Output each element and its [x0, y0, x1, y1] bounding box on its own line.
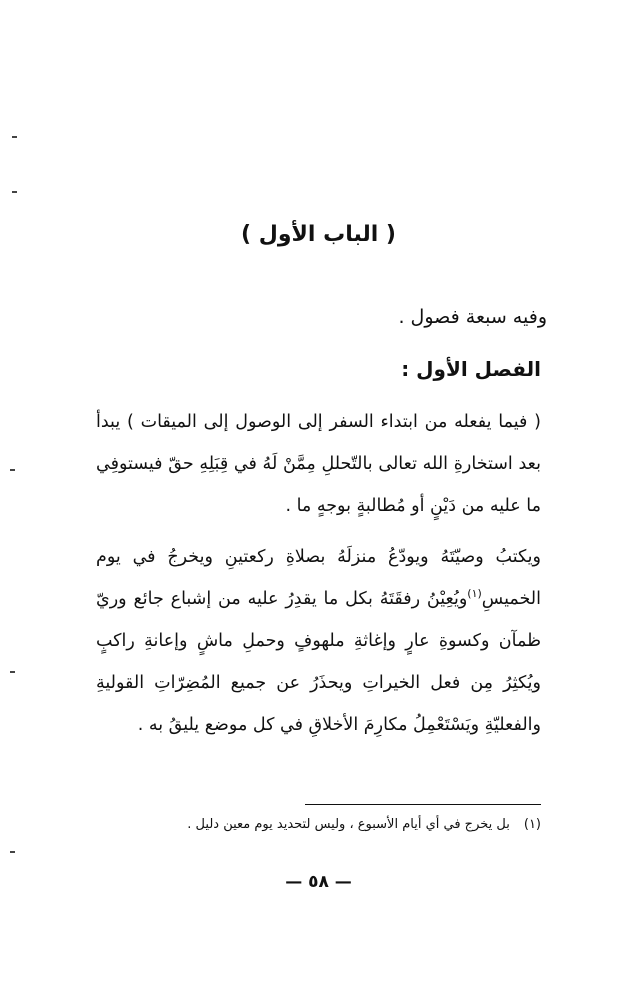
footnote [187, 817, 541, 832]
paragraph-2-start: ويكتبُ وصيّتَهُ ويودّعُ منزلَهُ بصلاةِ ركعتينِ ويخرجُ في يوم الخميسِ [96, 547, 541, 609]
page-number: — ٥٨ — [285, 872, 352, 892]
footnote-text: بل يخرج في أي أيام الأسبوع ، وليس لتحديد يوم معين دليل . [187, 817, 510, 832]
scan-speck [12, 191, 17, 193]
paragraph-1: ( فيما يفعله من ابتداء السفر إلى الوصول إلى الميقات ) يبدأ بعد استخارةِ الله تعالى بالتّحللِ مِمَّنْ لَهُ في قِبَلِهِ حقّ فيستوفِي ما عليه من دَيْنٍ أو مُطالبةٍ بوجهٍ ما . [96, 412, 541, 516]
footnote-divider [305, 804, 541, 805]
scan-speck [10, 469, 15, 471]
chapter-title: ( الباب الأول ) [241, 222, 396, 247]
paragraph-2-end: ويُعِيْنُ رفقَتَهُ بكل ما يقدِرُ عليه من إشباع جائع وريّ ظمآن وكسوةِ عارٍ وإغاثةِ ملهوفٍ وحملِ ماشٍ وإعانةِ راكبٍ ويُكثِرُ مِن فعل الخيراتِ ويحذَرُ عن جميع المُضِرّاتِ القوليةِ والفعليّةِ ويَسْتَعْمِلُ مكارِمَ الأخلاقِ في كل موضع يليقُ به . [96, 589, 541, 735]
footnote-marker: (١) [523, 817, 541, 832]
intro-line: وفيه سبعة فصول . [398, 306, 547, 328]
scan-speck [10, 851, 15, 853]
scan-speck [10, 671, 15, 673]
section-heading: الفصل الأول : [401, 357, 541, 381]
footnote-reference: (١) [467, 587, 482, 601]
paragraph-2 [96, 536, 541, 746]
scan-speck [12, 136, 17, 138]
